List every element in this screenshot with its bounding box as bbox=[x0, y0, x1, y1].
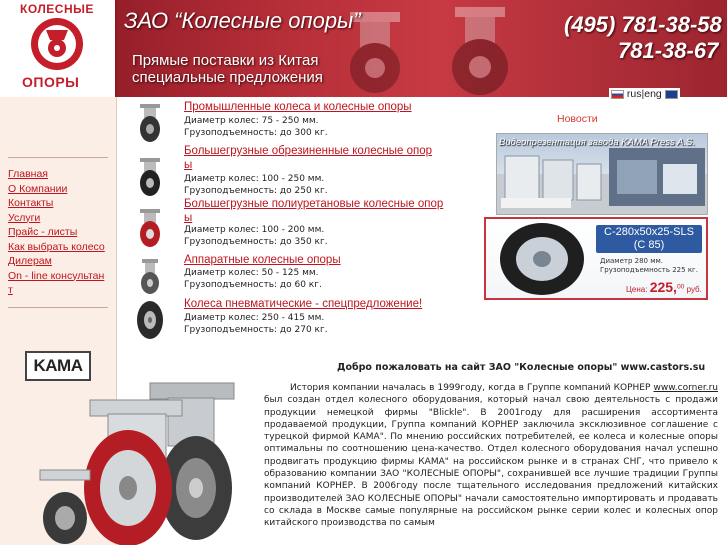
welcome-heading: Добро пожаловать на сайт ЗАО "Колесные опоры" www.castors.su bbox=[337, 362, 706, 373]
main-navigation bbox=[8, 167, 105, 298]
language-rus-link[interactable]: rus bbox=[626, 88, 642, 100]
news-heading: Новости bbox=[557, 113, 598, 125]
product-diameter: Диаметр колес: 50 - 125 мм. bbox=[184, 268, 319, 278]
nav-divider-bottom bbox=[8, 307, 108, 308]
nav-item-contacts[interactable]: Контакты bbox=[8, 197, 54, 209]
product-load-capacity: Грузоподъемность: до 250 кг. bbox=[184, 186, 328, 196]
company-title: ЗАО “Колесные опоры” bbox=[124, 8, 361, 33]
russian-flag-icon bbox=[611, 90, 624, 99]
promo-banner[interactable] bbox=[484, 217, 708, 300]
small-caster-wheel-icon bbox=[130, 255, 170, 297]
product-title[interactable]: Аппаратные колесные опоры bbox=[184, 254, 341, 266]
caster-logo-icon bbox=[24, 16, 90, 72]
product-diameter: Диаметр колес: 75 - 250 мм. bbox=[184, 116, 319, 126]
kama-brand-logo[interactable]: KAMA bbox=[25, 351, 91, 381]
language-separator: | bbox=[641, 88, 645, 100]
product-load-capacity: Грузоподъемность: до 270 кг. bbox=[184, 325, 328, 335]
corner-site-link[interactable]: www.corner.ru bbox=[653, 383, 718, 393]
nav-item-services[interactable]: Услуги bbox=[8, 211, 41, 224]
nav-item-home[interactable]: Главная bbox=[8, 168, 48, 180]
site-header bbox=[0, 0, 727, 97]
red-polyurethane-caster-icon bbox=[130, 207, 170, 249]
nav-item-about[interactable]: О Компании bbox=[8, 182, 68, 195]
logo-text-bottom: ОПОРЫ bbox=[22, 74, 80, 90]
product-diameter: Диаметр колес: 250 - 415 мм. bbox=[184, 313, 325, 323]
nav-divider-top bbox=[8, 157, 108, 158]
nav-item-online-consultant[interactable]: On - line консультан bbox=[8, 269, 105, 282]
phone-number-1: (495) 781-38-58 bbox=[564, 12, 722, 37]
nav-item-price-lists[interactable]: Прайс - листы bbox=[8, 226, 78, 238]
casters-product-image bbox=[30, 378, 256, 545]
promo-code-line-1: C-280x50x25-SLS bbox=[604, 226, 694, 238]
promo-code-line-2: (C 85) bbox=[633, 239, 665, 251]
product-title[interactable]: Колеса пневматические - спецпредложение! bbox=[184, 298, 423, 310]
product-load-capacity: Грузоподъемность: до 300 кг. bbox=[184, 128, 328, 138]
grey-caster-wheel-icon bbox=[130, 102, 170, 144]
header-caster-decoration-2 bbox=[430, 5, 530, 97]
language-eng-link[interactable]: eng bbox=[644, 88, 662, 100]
product-title[interactable]: Промышленные колеса и колесные опоры bbox=[184, 101, 412, 113]
history-text-part-1: История компании началась в 1999году, когда в Группе компаний КОРНЕР bbox=[290, 383, 654, 393]
pneumatic-wheel-icon bbox=[130, 299, 170, 341]
promo-price-unit: руб. bbox=[686, 285, 702, 294]
product-title-continued[interactable]: ы bbox=[184, 212, 193, 224]
promo-price bbox=[626, 279, 702, 295]
rubber-caster-wheel-icon bbox=[130, 156, 170, 198]
tagline-line-2: специальные предложения bbox=[132, 69, 323, 86]
company-history-text bbox=[264, 382, 718, 530]
promo-load-capacity: Грузоподъемность 225 кг. bbox=[600, 266, 698, 274]
history-text-part-2: был создан отдел колесного оборудования, который начал свою деятельность с продажи продукции немецкой фирмы "Blickle". В 2001году для расширения ассортимента продаваемой продукции, Группа компаний КОРНЕР заключила эксклюзивное соглашение с турецкой фирмой КАМА". По мнению российских потребителей, ее колеса и колесные опоры оптимальны по соотношению цена-качество. Отдел колесного оборудования начал успешно продвигать продукцию фирмы КАМА" на российском рынке и в странах СНГ, что привело к образованию компании ЗАО "КОЛЕСНЫЕ ОПОРЫ", сохранившей все лучшие традиции Группы компаний КОРНЕР. В 2006году после тщательного исследования предложений китайских производителей ЗАО КОЛЕСНЫЕ ОПОРЫ" начали самостоятельно импортировать и продавать со склада в Москве самые популярные на российском рынке серии колес и колесных опор китайского производства по самым bbox=[264, 395, 718, 529]
video-caption: Видеопрезентация завода KAMA Press A.S. bbox=[499, 137, 695, 148]
product-title[interactable]: Большегрузные полиуретановые колесные опор bbox=[184, 198, 444, 210]
product-load-capacity: Грузоподъемность: до 60 кг. bbox=[184, 280, 322, 290]
promo-product-code bbox=[596, 225, 702, 253]
uk-flag-icon bbox=[665, 90, 678, 99]
product-diameter: Диаметр колес: 100 - 200 мм. bbox=[184, 225, 325, 235]
promo-price-value: 225, bbox=[649, 279, 677, 295]
nav-item-online-consultant-wrap[interactable]: т bbox=[8, 284, 13, 296]
product-load-capacity: Грузоподъемность: до 350 кг. bbox=[184, 237, 328, 247]
video-presentation-banner[interactable] bbox=[496, 133, 708, 215]
promo-diameter: Диаметр 280 мм. bbox=[600, 257, 664, 265]
language-switcher bbox=[609, 88, 680, 100]
product-title-continued[interactable]: ы bbox=[184, 159, 193, 171]
product-diameter: Диаметр колес: 100 - 250 мм. bbox=[184, 174, 325, 184]
logo-text-top: КОЛЕСНЫЕ bbox=[20, 2, 94, 16]
promo-price-prefix: Цена: bbox=[626, 285, 648, 294]
promo-price-cents: 00 bbox=[676, 283, 685, 291]
tagline-line-1: Прямые поставки из Китая bbox=[132, 52, 319, 69]
promo-wheel-image bbox=[490, 219, 600, 299]
phone-number-2: 781-38-67 bbox=[618, 38, 719, 63]
nav-item-dealers[interactable]: Дилерам bbox=[8, 255, 52, 267]
product-title[interactable]: Большегрузные обрезиненные колесные опор bbox=[184, 145, 433, 157]
company-logo[interactable] bbox=[0, 0, 117, 97]
nav-item-how-to-choose[interactable]: Как выбрать колесо bbox=[8, 240, 105, 253]
